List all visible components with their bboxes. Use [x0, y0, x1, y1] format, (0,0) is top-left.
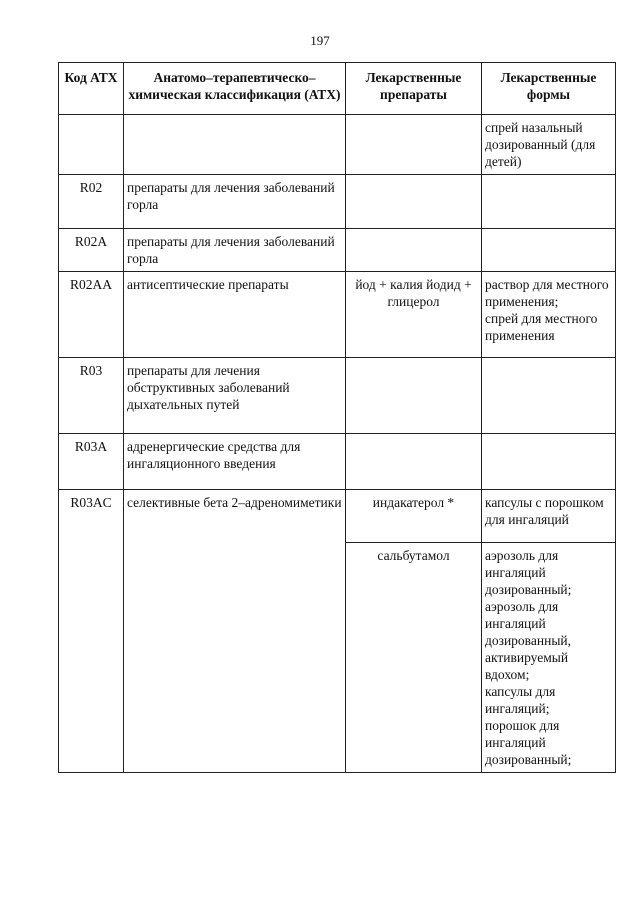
page-number: 197: [310, 33, 330, 48]
classification-cell: препараты для лечения заболеваний горла: [124, 229, 346, 272]
classification-cell: препараты для лечения заболеваний горла: [124, 175, 346, 229]
column-header-classification: Анатомо–терапевтическо–химическая классификация (АТХ): [124, 63, 346, 115]
table-row: [59, 115, 616, 175]
code-cell: R03: [59, 358, 124, 434]
code-cell: R03AC: [59, 490, 124, 773]
column-header-forms: Лекарственные формы: [482, 63, 616, 115]
form-item: порошок для ингаляций дозированный;: [485, 718, 572, 767]
classification-cell: адренергические средства для ингаляционного введения: [124, 434, 346, 490]
forms-cell: [482, 229, 616, 272]
drug-cell: [346, 358, 482, 434]
forms-cell: [482, 490, 616, 543]
drug-cell: йод + калия йодид + глицерол: [346, 272, 482, 358]
forms-cell: [482, 434, 616, 490]
drug-cell: [346, 229, 482, 272]
code-cell: R02: [59, 175, 124, 229]
table-row: [59, 434, 616, 490]
form-item: капсулы с порошком для ингаляций: [485, 495, 604, 527]
classification-cell: селективные бета 2–адреномиметики: [124, 490, 346, 773]
table-row: [59, 358, 616, 434]
form-item: спрей для местного применения: [485, 311, 598, 343]
table-row: [59, 272, 616, 358]
drug-cell: сальбутамол: [346, 543, 482, 773]
form-item: спрей назальный дозированный (для детей): [485, 120, 596, 169]
forms-cell: [482, 543, 616, 773]
column-header-code: Код АТХ: [59, 63, 124, 115]
classification-cell: [124, 115, 346, 175]
code-cell: R02AA: [59, 272, 124, 358]
table-header-row: [59, 63, 616, 115]
form-item: аэрозоль для ингаляций дозированный, активируемый вдохом;: [485, 599, 571, 682]
form-item: аэрозоль для ингаляций дозированный;: [485, 548, 572, 597]
form-item: капсулы для ингаляций;: [485, 684, 556, 716]
code-cell: R03A: [59, 434, 124, 490]
forms-cell: [482, 115, 616, 175]
classification-cell: препараты для лечения обструктивных заболеваний дыхательных путей: [124, 358, 346, 434]
column-header-drugs: Лекарственные препараты: [346, 63, 482, 115]
drug-cell: [346, 434, 482, 490]
form-item: раствор для местного применения;: [485, 277, 609, 309]
code-cell: R02A: [59, 229, 124, 272]
code-cell: [59, 115, 124, 175]
atx-table: [58, 62, 616, 773]
classification-cell: антисептические препараты: [124, 272, 346, 358]
drug-cell: [346, 115, 482, 175]
table-row: [59, 490, 616, 543]
forms-cell: [482, 272, 616, 358]
forms-cell: [482, 358, 616, 434]
drug-cell: индакатерол *: [346, 490, 482, 543]
drug-cell: [346, 175, 482, 229]
forms-cell: [482, 175, 616, 229]
table-row: [59, 175, 616, 229]
table-row: [59, 229, 616, 272]
